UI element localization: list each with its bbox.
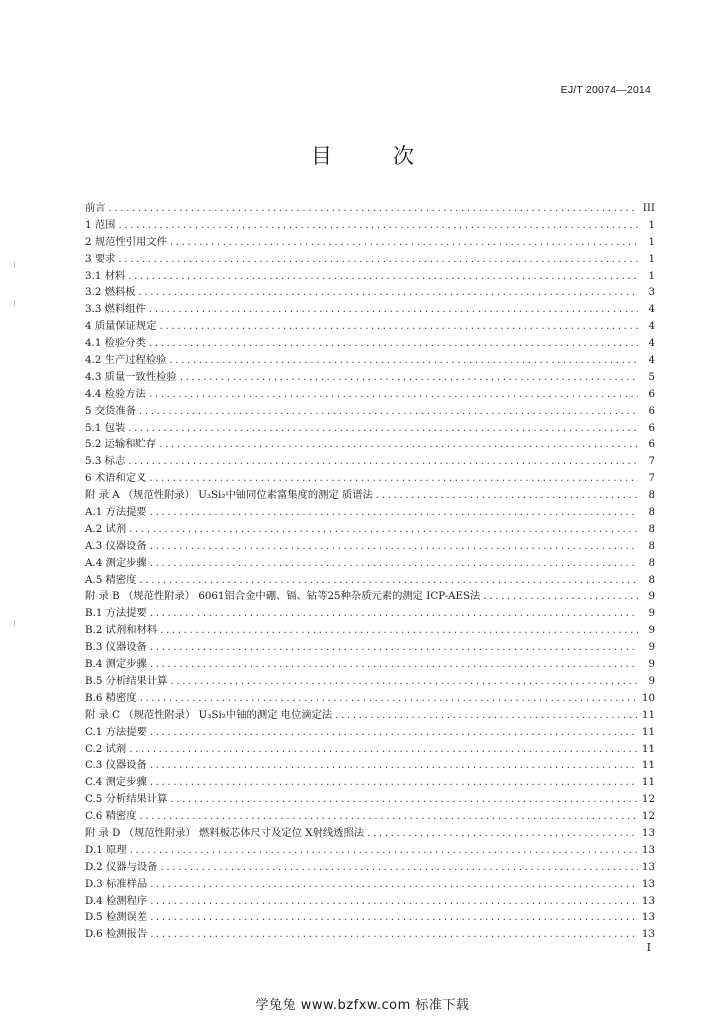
- toc-entry[interactable]: [85, 369, 655, 386]
- toc-entry-label: 4.4 检验方法: [85, 387, 146, 400]
- toc-entry[interactable]: [85, 859, 655, 876]
- toc-entry-label: C.5 分析结果计算: [85, 793, 168, 806]
- toc-leader-dots: [160, 622, 638, 639]
- toc-entry-page: 6: [648, 387, 655, 400]
- toc-entry[interactable]: [85, 825, 655, 842]
- toc-entry[interactable]: [85, 453, 655, 470]
- toc-entry-label: A.3 仪器设备: [85, 539, 147, 552]
- toc-entry-page: 4: [648, 337, 655, 350]
- toc-entry[interactable]: [85, 301, 655, 318]
- toc-leader-dots: [128, 420, 638, 437]
- toc-entry-page: 13: [641, 877, 655, 890]
- toc-entry[interactable]: [85, 538, 655, 555]
- toc-entry-label: B.3 仪器设备: [85, 641, 147, 654]
- toc-entry-label: C.4 测定步骤: [85, 776, 147, 789]
- toc-leader-dots: [129, 521, 638, 538]
- toc-leader-dots: [149, 470, 638, 487]
- toc-entry-page: 11: [641, 742, 655, 755]
- toc-entry-label: 3.2 燃料板: [85, 286, 136, 299]
- toc-entry-page: 11: [641, 759, 655, 772]
- toc-entry[interactable]: [85, 909, 655, 926]
- toc-entry-page: 9: [648, 658, 655, 671]
- margin-mark: [14, 620, 15, 626]
- toc-entry[interactable]: [85, 707, 655, 724]
- toc-entry-label: D.5 检测误差: [85, 911, 148, 924]
- toc-entry-label: D.2 仪器与设备: [85, 860, 158, 873]
- toc-entry-page: 9: [648, 607, 655, 620]
- toc-entry-page: 13: [641, 894, 655, 907]
- toc-entry-page: 1: [648, 269, 655, 282]
- toc-entry-page: 12: [641, 810, 655, 823]
- toc-entry-label: 3.1 材料: [85, 269, 126, 282]
- toc-leader-dots: [160, 859, 638, 876]
- toc-entry-label: C.6 精密度: [85, 810, 137, 823]
- toc-entry-page: 7: [648, 472, 655, 485]
- page-title: 目 次: [311, 144, 434, 168]
- toc-leader-dots: [150, 538, 638, 555]
- toc-leader-dots: [150, 909, 638, 926]
- toc-entry-label: 2 规范性引用文件: [85, 235, 167, 248]
- toc-entry[interactable]: [85, 926, 655, 943]
- toc-entry[interactable]: [85, 639, 655, 656]
- toc-leader-dots: [150, 774, 638, 791]
- margin-mark: [14, 262, 15, 268]
- toc-entry-label: B.6 精密度: [85, 691, 137, 704]
- toc-entry-page: 11: [641, 776, 655, 789]
- toc-entry-label: 5 交货准备: [85, 404, 137, 417]
- toc-entry[interactable]: [85, 605, 655, 622]
- toc-leader-dots: [140, 808, 639, 825]
- toc-entry-page: 13: [641, 826, 655, 839]
- toc-leader-dots: [149, 335, 638, 352]
- toc-entry-page: 11: [641, 708, 655, 721]
- toc-entry-label: D.4 检测程序: [85, 894, 148, 907]
- toc-leader-dots: [139, 572, 638, 589]
- toc-entry[interactable]: [85, 876, 655, 893]
- toc-entry-page: 9: [648, 641, 655, 654]
- toc-entry-page: 8: [648, 506, 655, 519]
- toc-entry[interactable]: [85, 893, 655, 910]
- toc-entry-label: 6 术语和定义: [85, 472, 147, 485]
- toc-entry-label: A.2 试剂: [85, 522, 127, 535]
- toc-leader-dots: [149, 386, 638, 403]
- standard-code: EJ/T 20074—2014: [560, 84, 651, 96]
- toc-entry[interactable]: [85, 217, 655, 234]
- toc-entry-page: 8: [648, 489, 655, 502]
- toc-entry[interactable]: [85, 808, 655, 825]
- toc-entry-page: 4: [648, 354, 655, 367]
- table-of-contents: [85, 200, 655, 943]
- toc-entry-label: 附 录 D （规范性附录） 燃料板芯体尺寸及定位 X射线透照法: [85, 826, 365, 839]
- toc-entry-label: C.3 仪器设备: [85, 759, 147, 772]
- toc-leader-dots: [109, 200, 638, 217]
- toc-entry[interactable]: [85, 521, 655, 538]
- toc-leader-dots: [118, 251, 638, 268]
- toc-entry-page: 5: [648, 370, 655, 383]
- toc-leader-dots: [150, 724, 638, 741]
- toc-entry[interactable]: [85, 318, 655, 335]
- toc-entry[interactable]: [85, 200, 655, 217]
- toc-entry-label: 4.3 质量一致性检验: [85, 370, 177, 383]
- toc-entry-page: 8: [648, 522, 655, 535]
- toc-entry-label: A.1 方法提要: [85, 506, 147, 519]
- toc-entry[interactable]: [85, 673, 655, 690]
- toc-entry-page: 9: [648, 674, 655, 687]
- toc-entry[interactable]: [85, 251, 655, 268]
- toc-entry-label: D.1 原理: [85, 843, 127, 856]
- toc-entry-page: 10: [641, 691, 655, 704]
- toc-leader-dots: [118, 217, 638, 234]
- toc-leader-dots: [169, 352, 638, 369]
- toc-leader-dots: [150, 926, 638, 943]
- toc-entry-page: 3: [648, 286, 655, 299]
- toc-entry-page: 6: [648, 421, 655, 434]
- toc-entry[interactable]: [85, 774, 655, 791]
- toc-entry-label: C.2 试剂: [85, 742, 127, 755]
- toc-entry-label: B.5 分析结果计算: [85, 674, 168, 687]
- toc-leader-dots: [180, 369, 638, 386]
- toc-entry-label: B.2 试剂和材料: [85, 624, 158, 637]
- toc-leader-dots: [170, 234, 638, 251]
- toc-entry-page: 13: [641, 843, 655, 856]
- toc-entry-page: 4: [648, 320, 655, 333]
- toc-entry-page: 4: [648, 303, 655, 316]
- toc-entry-page: 8: [648, 539, 655, 552]
- toc-entry[interactable]: [85, 420, 655, 437]
- toc-leader-dots: [139, 284, 638, 301]
- toc-entry[interactable]: [85, 622, 655, 639]
- toc-entry[interactable]: [85, 588, 655, 605]
- toc-entry[interactable]: [85, 504, 655, 521]
- toc-leader-dots: [150, 656, 638, 673]
- toc-leader-dots: [367, 825, 638, 842]
- toc-entry[interactable]: [85, 234, 655, 251]
- toc-entry[interactable]: [85, 724, 655, 741]
- toc-entry-label: 4 质量保证规定: [85, 320, 157, 333]
- toc-leader-dots: [130, 842, 638, 859]
- toc-entry[interactable]: [85, 403, 655, 420]
- toc-leader-dots: [150, 504, 638, 521]
- toc-entry-page: III: [642, 202, 655, 214]
- toc-leader-dots: [128, 268, 638, 285]
- toc-entry[interactable]: [85, 335, 655, 352]
- toc-leader-dots: [170, 791, 638, 808]
- toc-entry-label: 附 录 B （规范性附录） 6061铝合金中硼、镉、钴等25种杂质元素的测定 ICP-AES法: [85, 590, 481, 603]
- toc-entry-label: 前言: [85, 202, 106, 214]
- toc-entry[interactable]: [85, 842, 655, 859]
- toc-entry[interactable]: [85, 572, 655, 589]
- toc-leader-dots: [140, 690, 638, 707]
- toc-entry[interactable]: [85, 555, 655, 572]
- footer-watermark: 学兔兔 www.bzfxw.com 标准下载: [255, 998, 470, 1013]
- toc-entry[interactable]: [85, 352, 655, 369]
- toc-entry-label: B.4 测定步骤: [85, 658, 147, 671]
- toc-entry-page: 13: [641, 911, 655, 924]
- toc-entry-page: 7: [648, 455, 655, 468]
- toc-leader-dots: [150, 605, 638, 622]
- toc-entry-page: 6: [648, 404, 655, 417]
- toc-entry-page: 1: [648, 235, 655, 248]
- toc-leader-dots: [150, 893, 638, 910]
- toc-entry-label: C.1 方法提要: [85, 725, 147, 738]
- toc-leader-dots: [483, 588, 638, 605]
- toc-entry-page: 8: [648, 573, 655, 586]
- toc-entry-label: 附 录 C （规范性附录） U₃Si₂中铀的测定 电位滴定法: [85, 708, 333, 721]
- toc-entry-label: 5.3 标志: [85, 455, 126, 468]
- toc-leader-dots: [170, 673, 638, 690]
- toc-entry-page: 1: [648, 218, 655, 231]
- toc-entry[interactable]: [85, 268, 655, 285]
- toc-leader-dots: [150, 876, 638, 893]
- toc-entry-page: 8: [648, 556, 655, 569]
- toc-entry-label: 3 要求: [85, 252, 116, 265]
- toc-entry-page: 6: [648, 438, 655, 451]
- toc-leader-dots: [150, 639, 638, 656]
- toc-entry-label: 3.3 燃料组件: [85, 303, 146, 316]
- toc-entry[interactable]: [85, 690, 655, 707]
- toc-entry-label: 5.2 运输和贮存: [85, 438, 157, 451]
- toc-leader-dots: [150, 555, 638, 572]
- toc-entry[interactable]: [85, 757, 655, 774]
- toc-entry-page: 9: [648, 624, 655, 637]
- toc-entry-label: A.4 测定步骤: [85, 556, 147, 569]
- toc-entry-label: B.1 方法提要: [85, 607, 147, 620]
- page-number: I: [646, 941, 651, 954]
- toc-leader-dots: [128, 453, 638, 470]
- toc-entry[interactable]: [85, 284, 655, 301]
- toc-entry-page: 11: [641, 725, 655, 738]
- toc-leader-dots: [149, 301, 638, 318]
- toc-entry-label: 1 范围: [85, 218, 116, 231]
- toc-entry[interactable]: [85, 791, 655, 808]
- toc-entry[interactable]: [85, 470, 655, 487]
- toc-entry-page: 9: [648, 590, 655, 603]
- toc-entry-label: 4.2 生产过程检验: [85, 354, 167, 367]
- toc-leader-dots: [376, 487, 638, 504]
- toc-entry-page: 13: [641, 860, 655, 873]
- margin-mark: [14, 300, 15, 306]
- toc-leader-dots: [150, 757, 638, 774]
- toc-entry-label: 4.1 检验分类: [85, 337, 146, 350]
- toc-entry-label: 附 录 A （规范性附录） U₃Si₂中铀同位素富集度的测定 质谱法: [85, 489, 373, 502]
- toc-entry[interactable]: [85, 487, 655, 504]
- toc-entry[interactable]: [85, 656, 655, 673]
- toc-leader-dots: [160, 318, 638, 335]
- toc-entry[interactable]: [85, 386, 655, 403]
- toc-entry-page: 1: [648, 252, 655, 265]
- toc-leader-dots: [129, 741, 638, 758]
- toc-entry[interactable]: [85, 741, 655, 758]
- toc-entry-label: D.6 检测报告: [85, 928, 148, 941]
- toc-entry-label: A.5 精密度: [85, 573, 137, 586]
- toc-leader-dots: [139, 403, 638, 420]
- toc-entry-page: 13: [641, 928, 655, 941]
- toc-entry-label: D.3 标准样品: [85, 877, 148, 890]
- toc-leader-dots: [159, 436, 638, 453]
- toc-leader-dots: [335, 707, 638, 724]
- toc-entry-page: 12: [641, 793, 655, 806]
- toc-entry[interactable]: [85, 436, 655, 453]
- toc-entry-label: 5.1 包装: [85, 421, 126, 434]
